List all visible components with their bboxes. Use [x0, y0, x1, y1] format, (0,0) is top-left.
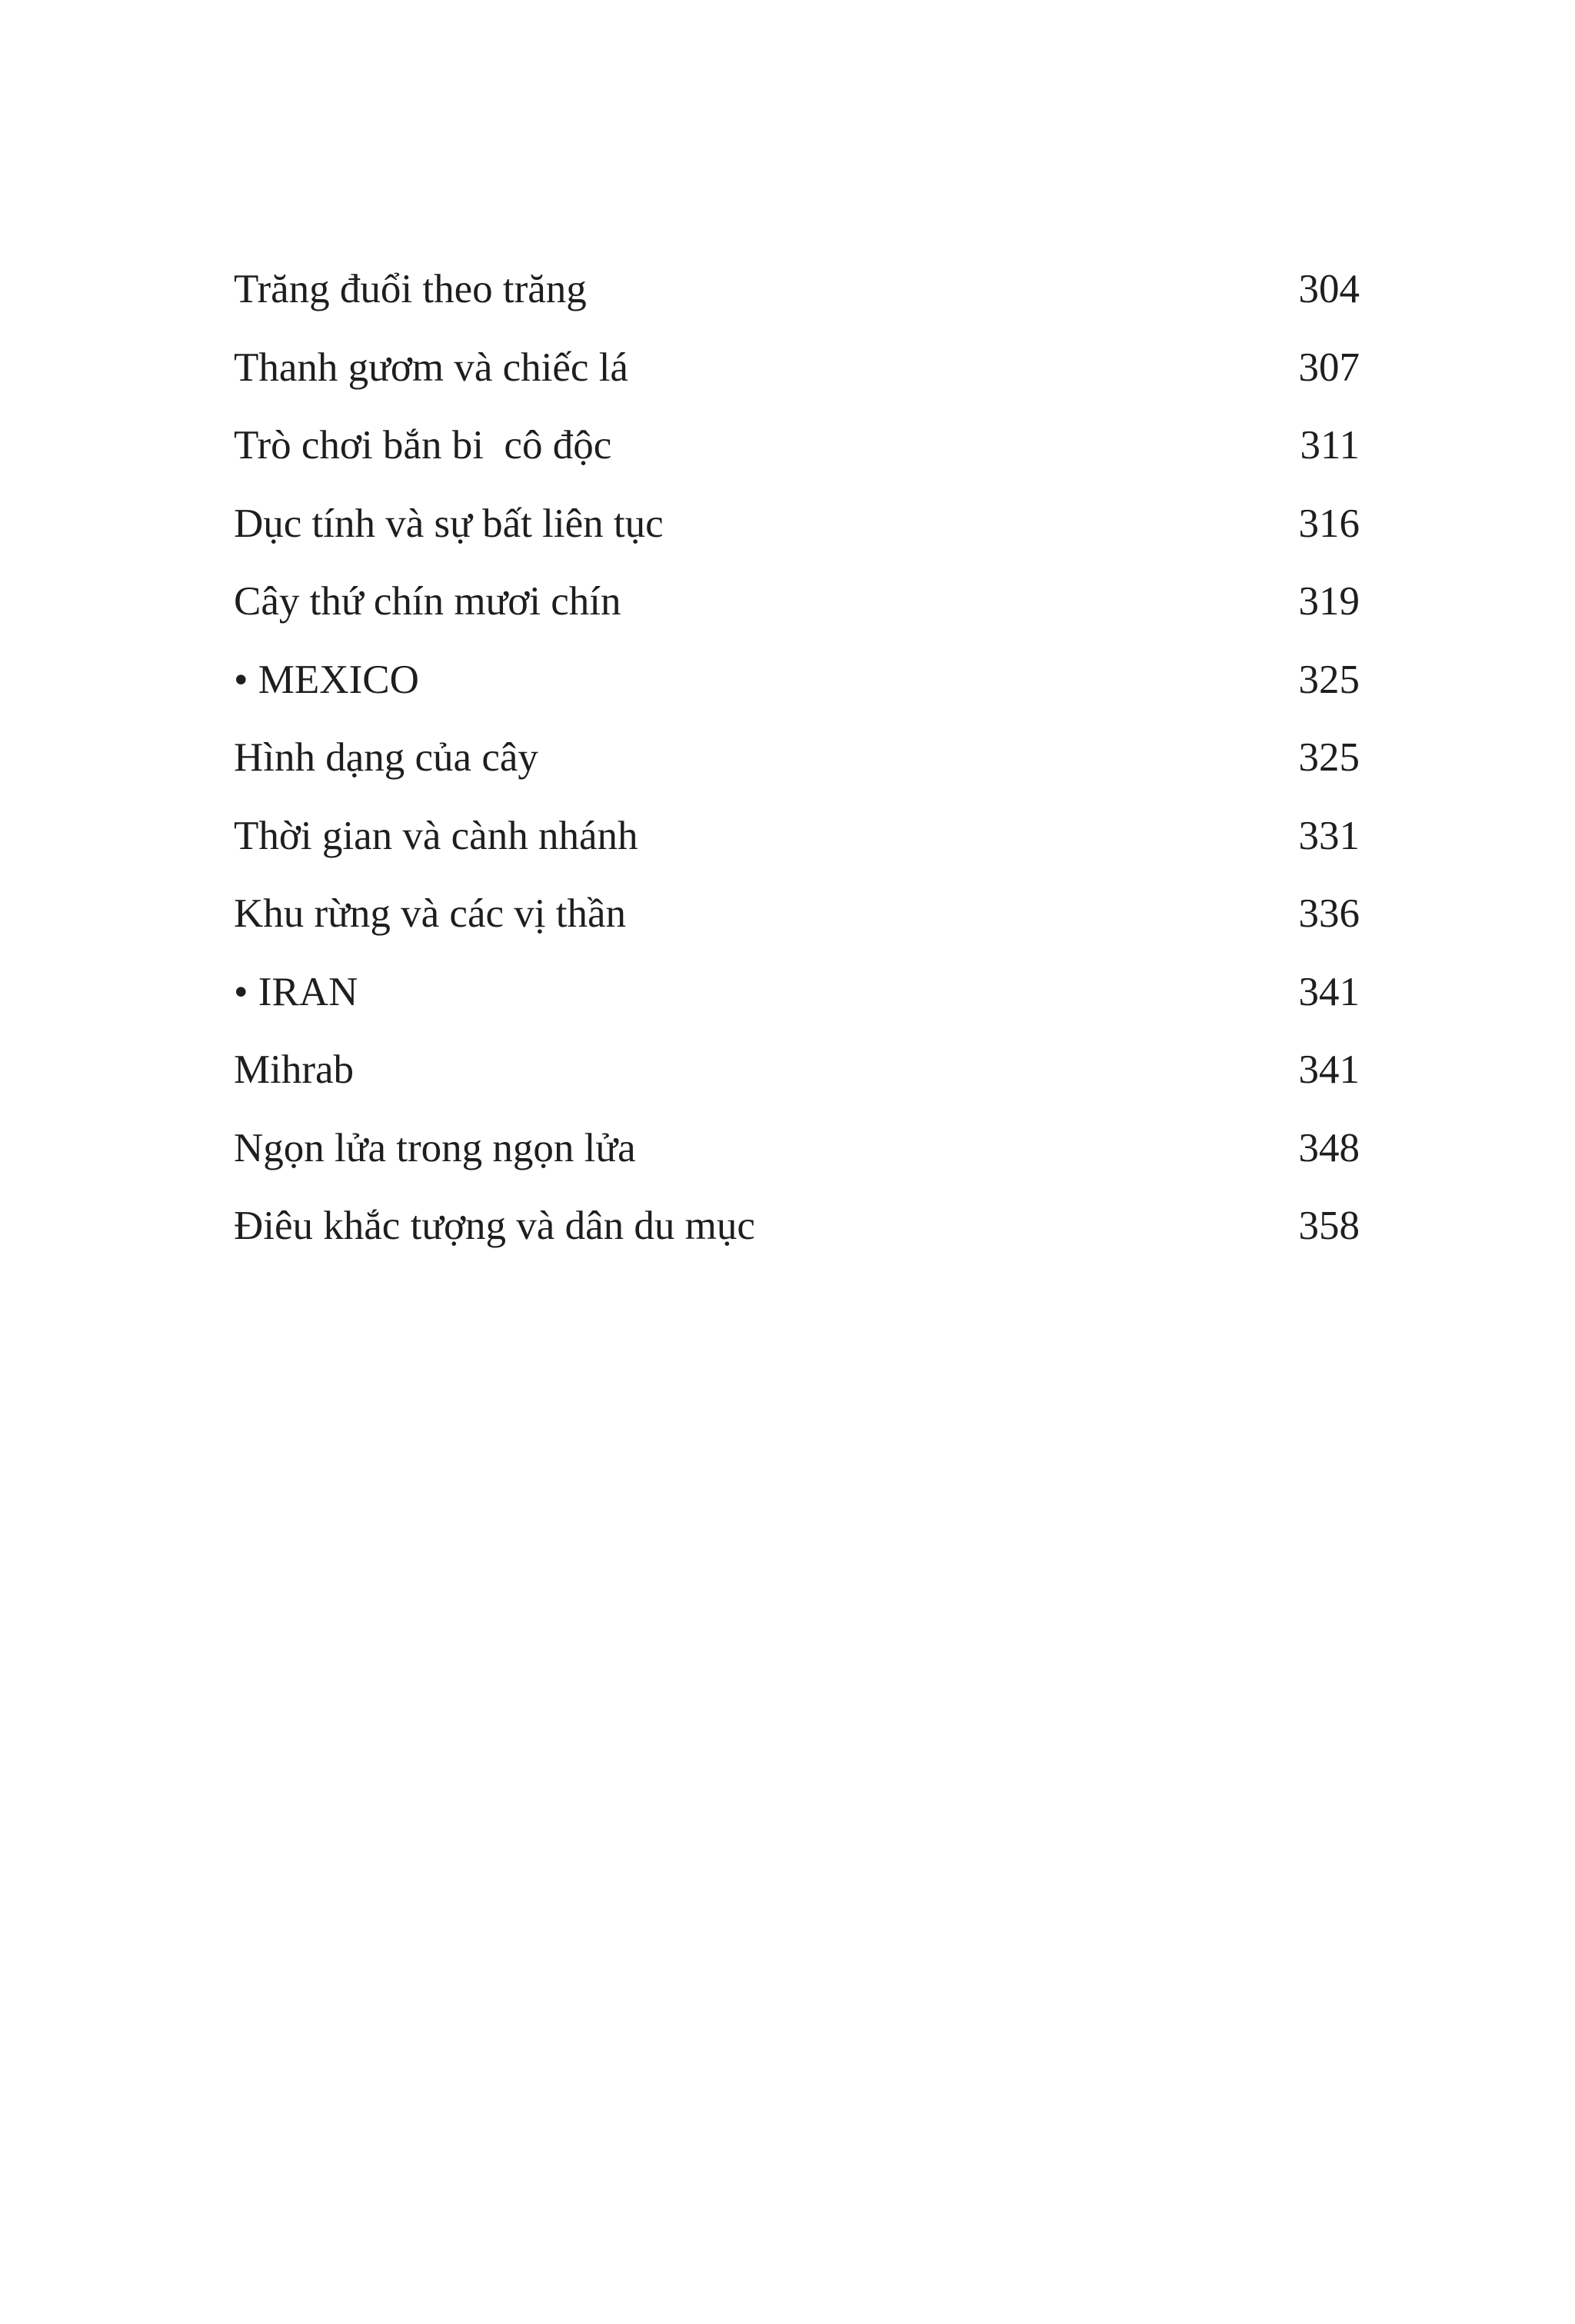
- toc-entry-title: Mihrab: [234, 1047, 355, 1092]
- toc-entry-title: Thanh gươm và chiếc lá: [234, 345, 628, 390]
- toc-entry-title: Điêu khắc tượng và dân du mục: [234, 1204, 755, 1248]
- toc-entry-page-number: 319: [1298, 579, 1360, 624]
- toc-entry-title: Dục tính và sự bất liên tục: [234, 501, 664, 546]
- toc-entry: [234, 258, 1360, 337]
- toc-entry: [234, 1195, 1360, 1274]
- toc-entry-page-number: 358: [1298, 1204, 1360, 1248]
- toc-entry: [234, 1117, 1360, 1196]
- toc-entry-title: Thời gian và cành nhánh: [234, 813, 638, 858]
- toc-section-mexico: [234, 649, 1360, 727]
- toc-section-iran: [234, 961, 1360, 1040]
- toc-entry: [234, 571, 1360, 649]
- toc-entry-page-number: 307: [1298, 345, 1360, 390]
- toc-entry-page-number: 341: [1298, 1047, 1360, 1092]
- toc-entry: [234, 415, 1360, 493]
- toc-entry-title: Trăng đuổi theo trăng: [234, 267, 587, 311]
- toc-entry-page-number: 316: [1298, 501, 1360, 546]
- toc-entry-page-number: 304: [1298, 267, 1360, 311]
- toc-entry-title: Ngọn lửa trong ngọn lửa: [234, 1125, 636, 1170]
- toc-section-title: • MEXICO: [234, 657, 419, 702]
- toc-entry-page-number: 325: [1298, 735, 1360, 780]
- toc-entry-page-number: 325: [1298, 657, 1360, 702]
- toc-entry-page-number: 331: [1298, 813, 1360, 858]
- toc-entry-title: Hình dạng của cây: [234, 735, 538, 780]
- toc-entry-title: Khu rừng và các vị thần: [234, 891, 626, 936]
- toc-entry: [234, 1039, 1360, 1117]
- toc-entry-title: Trò chơi bắn bi cô độc: [234, 423, 612, 468]
- table-of-contents: [234, 258, 1360, 1274]
- toc-entry: [234, 727, 1360, 805]
- toc-entry-page-number: 311: [1300, 423, 1360, 468]
- toc-section-title: • IRAN: [234, 969, 358, 1014]
- toc-entry-title: Cây thứ chín mươi chín: [234, 579, 621, 624]
- toc-entry: [234, 883, 1360, 961]
- toc-entry-page-number: 336: [1298, 891, 1360, 936]
- toc-entry-page-number: 341: [1298, 969, 1360, 1014]
- toc-entry: [234, 493, 1360, 571]
- toc-entry: [234, 337, 1360, 415]
- toc-entry-page-number: 348: [1298, 1125, 1360, 1170]
- toc-entry: [234, 805, 1360, 884]
